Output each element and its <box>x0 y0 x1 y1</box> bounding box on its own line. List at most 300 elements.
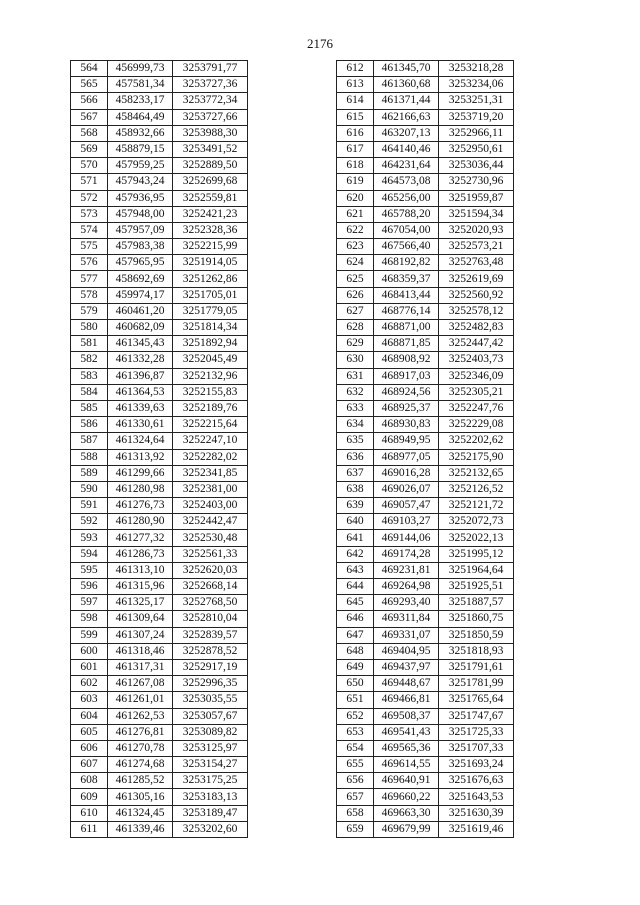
point-number-cell: 625 <box>337 271 374 287</box>
point-number-cell: 597 <box>71 595 108 611</box>
table-row <box>337 676 514 692</box>
x-coordinate-cell: 461270,78 <box>108 740 173 756</box>
x-coordinate-cell: 464231,64 <box>374 158 439 174</box>
point-number-cell: 627 <box>337 303 374 319</box>
x-coordinate-cell: 461277,32 <box>108 530 173 546</box>
y-coordinate-cell: 3252768,50 <box>173 595 248 611</box>
x-coordinate-cell: 469660,22 <box>374 789 439 805</box>
point-number-cell: 615 <box>337 109 374 125</box>
x-coordinate-cell: 468192,82 <box>374 255 439 271</box>
y-coordinate-cell: 3251892,94 <box>173 336 248 352</box>
point-number-cell: 590 <box>71 481 108 497</box>
table-row <box>71 190 248 206</box>
x-coordinate-cell: 468359,37 <box>374 271 439 287</box>
y-coordinate-cell: 3252996,35 <box>173 676 248 692</box>
point-number-cell: 591 <box>71 498 108 514</box>
y-coordinate-cell: 3251814,34 <box>173 320 248 336</box>
point-number-cell: 630 <box>337 352 374 368</box>
y-coordinate-cell: 3253057,67 <box>173 708 248 724</box>
table-row <box>337 546 514 562</box>
table-row <box>71 255 248 271</box>
y-coordinate-cell: 3252839,57 <box>173 627 248 643</box>
point-number-cell: 594 <box>71 546 108 562</box>
x-coordinate-cell: 469663,30 <box>374 805 439 821</box>
y-coordinate-cell: 3251594,34 <box>439 206 514 222</box>
x-coordinate-cell: 468924,56 <box>374 384 439 400</box>
x-coordinate-cell: 461339,63 <box>108 400 173 416</box>
point-number-cell: 607 <box>71 757 108 773</box>
table-row <box>337 174 514 190</box>
y-coordinate-cell: 3252482,83 <box>439 320 514 336</box>
table-row <box>337 773 514 789</box>
x-coordinate-cell: 458233,17 <box>108 93 173 109</box>
x-coordinate-cell: 469311,84 <box>374 611 439 627</box>
y-coordinate-cell: 3252132,65 <box>439 465 514 481</box>
x-coordinate-cell: 469448,67 <box>374 676 439 692</box>
point-number-cell: 618 <box>337 158 374 174</box>
x-coordinate-cell: 457983,38 <box>108 239 173 255</box>
table-row <box>71 222 248 238</box>
x-coordinate-cell: 468977,05 <box>374 449 439 465</box>
table-row <box>71 821 248 837</box>
y-coordinate-cell: 3251676,63 <box>439 773 514 789</box>
table-row <box>71 805 248 821</box>
table-row <box>337 433 514 449</box>
point-number-cell: 567 <box>71 109 108 125</box>
table-row <box>337 303 514 319</box>
x-coordinate-cell: 457581,34 <box>108 77 173 93</box>
point-number-cell: 609 <box>71 789 108 805</box>
y-coordinate-cell: 3253988,30 <box>173 125 248 141</box>
x-coordinate-cell: 467566,40 <box>374 239 439 255</box>
y-coordinate-cell: 3252442,47 <box>173 514 248 530</box>
y-coordinate-cell: 3252530,48 <box>173 530 248 546</box>
table-row <box>71 676 248 692</box>
y-coordinate-cell: 3252381,00 <box>173 481 248 497</box>
x-coordinate-cell: 469016,28 <box>374 465 439 481</box>
x-coordinate-cell: 469174,28 <box>374 546 439 562</box>
coordinate-table-left <box>70 60 248 838</box>
point-number-cell: 572 <box>71 190 108 206</box>
point-number-cell: 659 <box>337 821 374 837</box>
point-number-cell: 568 <box>71 125 108 141</box>
y-coordinate-cell: 3252247,76 <box>439 400 514 416</box>
y-coordinate-cell: 3252282,02 <box>173 449 248 465</box>
y-coordinate-cell: 3252121,72 <box>439 498 514 514</box>
point-number-cell: 622 <box>337 222 374 238</box>
x-coordinate-cell: 461315,96 <box>108 579 173 595</box>
y-coordinate-cell: 3252045,49 <box>173 352 248 368</box>
x-coordinate-cell: 468871,00 <box>374 320 439 336</box>
point-number-cell: 589 <box>71 465 108 481</box>
y-coordinate-cell: 3252247,10 <box>173 433 248 449</box>
y-coordinate-cell: 3253491,52 <box>173 141 248 157</box>
point-number-cell: 650 <box>337 676 374 692</box>
table-row <box>337 579 514 595</box>
table-row <box>71 611 248 627</box>
table-row <box>337 465 514 481</box>
y-coordinate-cell: 3252966,11 <box>439 125 514 141</box>
x-coordinate-cell: 457948,00 <box>108 206 173 222</box>
table-row <box>337 125 514 141</box>
x-coordinate-cell: 461345,43 <box>108 336 173 352</box>
table-row <box>71 692 248 708</box>
y-coordinate-cell: 3252730,96 <box>439 174 514 190</box>
table-row <box>71 724 248 740</box>
table-row <box>71 158 248 174</box>
point-number-cell: 585 <box>71 400 108 416</box>
y-coordinate-cell: 3252889,50 <box>173 158 248 174</box>
x-coordinate-cell: 458879,15 <box>108 141 173 157</box>
y-coordinate-cell: 3252132,96 <box>173 368 248 384</box>
y-coordinate-cell: 3252560,92 <box>439 287 514 303</box>
y-coordinate-cell: 3252403,73 <box>439 352 514 368</box>
table-row <box>337 239 514 255</box>
y-coordinate-cell: 3253218,28 <box>439 61 514 77</box>
table-row <box>71 303 248 319</box>
point-number-cell: 565 <box>71 77 108 93</box>
x-coordinate-cell: 461313,92 <box>108 449 173 465</box>
table-row <box>71 239 248 255</box>
x-coordinate-cell: 460461,20 <box>108 303 173 319</box>
point-number-cell: 583 <box>71 368 108 384</box>
x-coordinate-cell: 461285,52 <box>108 773 173 789</box>
point-number-cell: 580 <box>71 320 108 336</box>
point-number-cell: 654 <box>337 740 374 756</box>
table-row <box>337 158 514 174</box>
table-row <box>71 141 248 157</box>
x-coordinate-cell: 469231,81 <box>374 562 439 578</box>
table-row <box>71 400 248 416</box>
y-coordinate-cell: 3252763,48 <box>439 255 514 271</box>
point-number-cell: 574 <box>71 222 108 238</box>
x-coordinate-cell: 469437,97 <box>374 659 439 675</box>
y-coordinate-cell: 3252573,21 <box>439 239 514 255</box>
point-number-cell: 653 <box>337 724 374 740</box>
y-coordinate-cell: 3252447,42 <box>439 336 514 352</box>
x-coordinate-cell: 461280,98 <box>108 481 173 497</box>
point-number-cell: 587 <box>71 433 108 449</box>
table-row <box>337 498 514 514</box>
table-row <box>337 61 514 77</box>
x-coordinate-cell: 461261,01 <box>108 692 173 708</box>
x-coordinate-cell: 461309,64 <box>108 611 173 627</box>
table-row <box>71 320 248 336</box>
y-coordinate-cell: 3252668,14 <box>173 579 248 595</box>
y-coordinate-cell: 3253154,27 <box>173 757 248 773</box>
table-row <box>71 789 248 805</box>
x-coordinate-cell: 461371,44 <box>374 93 439 109</box>
point-number-cell: 621 <box>337 206 374 222</box>
y-coordinate-cell: 3251705,01 <box>173 287 248 303</box>
table-row <box>71 271 248 287</box>
y-coordinate-cell: 3253036,44 <box>439 158 514 174</box>
y-coordinate-cell: 3252346,09 <box>439 368 514 384</box>
y-coordinate-cell: 3252305,21 <box>439 384 514 400</box>
table-row <box>71 287 248 303</box>
table-row <box>337 336 514 352</box>
point-number-cell: 606 <box>71 740 108 756</box>
table-row <box>71 740 248 756</box>
table-row <box>71 417 248 433</box>
table-row <box>71 449 248 465</box>
point-number-cell: 611 <box>71 821 108 837</box>
table-row <box>337 821 514 837</box>
point-number-cell: 612 <box>337 61 374 77</box>
x-coordinate-cell: 469508,37 <box>374 708 439 724</box>
point-number-cell: 610 <box>71 805 108 821</box>
x-coordinate-cell: 460682,09 <box>108 320 173 336</box>
y-coordinate-cell: 3253727,36 <box>173 77 248 93</box>
point-number-cell: 644 <box>337 579 374 595</box>
point-number-cell: 624 <box>337 255 374 271</box>
point-number-cell: 599 <box>71 627 108 643</box>
table-row <box>337 595 514 611</box>
point-number-cell: 593 <box>71 530 108 546</box>
table-row <box>337 93 514 109</box>
point-number-cell: 633 <box>337 400 374 416</box>
x-coordinate-cell: 457957,09 <box>108 222 173 238</box>
y-coordinate-cell: 3251959,87 <box>439 190 514 206</box>
point-number-cell: 629 <box>337 336 374 352</box>
point-number-cell: 573 <box>71 206 108 222</box>
y-coordinate-cell: 3252699,68 <box>173 174 248 190</box>
table-row <box>337 449 514 465</box>
point-number-cell: 577 <box>71 271 108 287</box>
table-row <box>337 481 514 497</box>
point-number-cell: 579 <box>71 303 108 319</box>
point-number-cell: 648 <box>337 643 374 659</box>
y-coordinate-cell: 3251619,46 <box>439 821 514 837</box>
table-row <box>337 757 514 773</box>
y-coordinate-cell: 3253125,97 <box>173 740 248 756</box>
coordinate-table-right <box>336 60 514 838</box>
table-row <box>71 643 248 659</box>
x-coordinate-cell: 458932,66 <box>108 125 173 141</box>
x-coordinate-cell: 461318,46 <box>108 643 173 659</box>
point-number-cell: 569 <box>71 141 108 157</box>
y-coordinate-cell: 3251791,61 <box>439 659 514 675</box>
x-coordinate-cell: 461330,61 <box>108 417 173 433</box>
y-coordinate-cell: 3253175,25 <box>173 773 248 789</box>
y-coordinate-cell: 3251914,05 <box>173 255 248 271</box>
point-number-cell: 649 <box>337 659 374 675</box>
point-number-cell: 652 <box>337 708 374 724</box>
x-coordinate-cell: 464140,46 <box>374 141 439 157</box>
point-number-cell: 631 <box>337 368 374 384</box>
table-row <box>71 433 248 449</box>
y-coordinate-cell: 3253772,34 <box>173 93 248 109</box>
point-number-cell: 604 <box>71 708 108 724</box>
table-row <box>337 724 514 740</box>
table-row <box>337 627 514 643</box>
y-coordinate-cell: 3252878,52 <box>173 643 248 659</box>
x-coordinate-cell: 461305,16 <box>108 789 173 805</box>
y-coordinate-cell: 3252022,13 <box>439 530 514 546</box>
table-row <box>71 125 248 141</box>
table-row <box>337 206 514 222</box>
x-coordinate-cell: 461339,46 <box>108 821 173 837</box>
y-coordinate-cell: 3251781,99 <box>439 676 514 692</box>
x-coordinate-cell: 468908,92 <box>374 352 439 368</box>
y-coordinate-cell: 3252328,36 <box>173 222 248 238</box>
point-number-cell: 588 <box>71 449 108 465</box>
x-coordinate-cell: 469026,07 <box>374 481 439 497</box>
x-coordinate-cell: 468871,85 <box>374 336 439 352</box>
table-row <box>337 368 514 384</box>
table-row <box>71 530 248 546</box>
x-coordinate-cell: 461276,81 <box>108 724 173 740</box>
table-row <box>71 77 248 93</box>
y-coordinate-cell: 3251707,33 <box>439 740 514 756</box>
point-number-cell: 592 <box>71 514 108 530</box>
table-row <box>71 109 248 125</box>
table-row <box>337 692 514 708</box>
point-number-cell: 655 <box>337 757 374 773</box>
x-coordinate-cell: 461262,53 <box>108 708 173 724</box>
y-coordinate-cell: 3251925,51 <box>439 579 514 595</box>
point-number-cell: 570 <box>71 158 108 174</box>
y-coordinate-cell: 3252403,00 <box>173 498 248 514</box>
y-coordinate-cell: 3252072,73 <box>439 514 514 530</box>
x-coordinate-cell: 456999,73 <box>108 61 173 77</box>
point-number-cell: 601 <box>71 659 108 675</box>
point-number-cell: 608 <box>71 773 108 789</box>
point-number-cell: 656 <box>337 773 374 789</box>
x-coordinate-cell: 469103,27 <box>374 514 439 530</box>
point-number-cell: 647 <box>337 627 374 643</box>
table-row <box>337 287 514 303</box>
x-coordinate-cell: 461324,45 <box>108 805 173 821</box>
table-row <box>71 93 248 109</box>
x-coordinate-cell: 469466,81 <box>374 692 439 708</box>
table-row <box>337 271 514 287</box>
table-row <box>337 320 514 336</box>
y-coordinate-cell: 3251725,33 <box>439 724 514 740</box>
x-coordinate-cell: 469331,07 <box>374 627 439 643</box>
x-coordinate-cell: 461325,17 <box>108 595 173 611</box>
point-number-cell: 603 <box>71 692 108 708</box>
point-number-cell: 636 <box>337 449 374 465</box>
point-number-cell: 613 <box>337 77 374 93</box>
y-coordinate-cell: 3253251,31 <box>439 93 514 109</box>
point-number-cell: 596 <box>71 579 108 595</box>
point-number-cell: 628 <box>337 320 374 336</box>
y-coordinate-cell: 3252950,61 <box>439 141 514 157</box>
x-coordinate-cell: 469404,95 <box>374 643 439 659</box>
x-coordinate-cell: 461324,64 <box>108 433 173 449</box>
y-coordinate-cell: 3251693,24 <box>439 757 514 773</box>
table-row <box>71 708 248 724</box>
x-coordinate-cell: 468930,83 <box>374 417 439 433</box>
table-row <box>71 206 248 222</box>
y-coordinate-cell: 3251747,67 <box>439 708 514 724</box>
table-row <box>337 141 514 157</box>
x-coordinate-cell: 465256,00 <box>374 190 439 206</box>
y-coordinate-cell: 3251818,93 <box>439 643 514 659</box>
y-coordinate-cell: 3251887,57 <box>439 595 514 611</box>
x-coordinate-cell: 469293,40 <box>374 595 439 611</box>
x-coordinate-cell: 457959,25 <box>108 158 173 174</box>
table-row <box>71 352 248 368</box>
point-number-cell: 651 <box>337 692 374 708</box>
point-number-cell: 595 <box>71 562 108 578</box>
y-coordinate-cell: 3252229,08 <box>439 417 514 433</box>
table-row <box>71 627 248 643</box>
y-coordinate-cell: 3251964,64 <box>439 562 514 578</box>
x-coordinate-cell: 461313,10 <box>108 562 173 578</box>
x-coordinate-cell: 469264,98 <box>374 579 439 595</box>
point-number-cell: 643 <box>337 562 374 578</box>
y-coordinate-cell: 3251262,86 <box>173 271 248 287</box>
x-coordinate-cell: 461299,66 <box>108 465 173 481</box>
table-row <box>337 222 514 238</box>
y-coordinate-cell: 3251850,59 <box>439 627 514 643</box>
point-number-cell: 566 <box>71 93 108 109</box>
point-number-cell: 614 <box>337 93 374 109</box>
x-coordinate-cell: 468925,37 <box>374 400 439 416</box>
table-row <box>337 255 514 271</box>
point-number-cell: 576 <box>71 255 108 271</box>
point-number-cell: 641 <box>337 530 374 546</box>
x-coordinate-cell: 461286,73 <box>108 546 173 562</box>
x-coordinate-cell: 468949,95 <box>374 433 439 449</box>
x-coordinate-cell: 461280,90 <box>108 514 173 530</box>
y-coordinate-cell: 3251860,75 <box>439 611 514 627</box>
y-coordinate-cell: 3251995,12 <box>439 546 514 562</box>
y-coordinate-cell: 3252619,69 <box>439 271 514 287</box>
table-row <box>337 190 514 206</box>
x-coordinate-cell: 459974,17 <box>108 287 173 303</box>
x-coordinate-cell: 469640,91 <box>374 773 439 789</box>
x-coordinate-cell: 461396,87 <box>108 368 173 384</box>
y-coordinate-cell: 3253202,60 <box>173 821 248 837</box>
x-coordinate-cell: 458692,69 <box>108 271 173 287</box>
y-coordinate-cell: 3251779,05 <box>173 303 248 319</box>
point-number-cell: 602 <box>71 676 108 692</box>
point-number-cell: 646 <box>337 611 374 627</box>
table-row <box>71 481 248 497</box>
y-coordinate-cell: 3253035,55 <box>173 692 248 708</box>
table-row <box>337 611 514 627</box>
y-coordinate-cell: 3252215,64 <box>173 417 248 433</box>
x-coordinate-cell: 468776,14 <box>374 303 439 319</box>
x-coordinate-cell: 469541,43 <box>374 724 439 740</box>
point-number-cell: 635 <box>337 433 374 449</box>
table-row <box>71 61 248 77</box>
table-row <box>337 562 514 578</box>
x-coordinate-cell: 464573,08 <box>374 174 439 190</box>
table-row <box>337 789 514 805</box>
y-coordinate-cell: 3252421,23 <box>173 206 248 222</box>
point-number-cell: 658 <box>337 805 374 821</box>
x-coordinate-cell: 469144,06 <box>374 530 439 546</box>
table-row <box>71 562 248 578</box>
y-coordinate-cell: 3252810,04 <box>173 611 248 627</box>
x-coordinate-cell: 461364,53 <box>108 384 173 400</box>
x-coordinate-cell: 469679,99 <box>374 821 439 837</box>
table-row <box>337 384 514 400</box>
point-number-cell: 637 <box>337 465 374 481</box>
point-number-cell: 598 <box>71 611 108 627</box>
y-coordinate-cell: 3252175,90 <box>439 449 514 465</box>
page-number: 2176 <box>307 36 333 51</box>
x-coordinate-cell: 461307,24 <box>108 627 173 643</box>
y-coordinate-cell: 3252155,83 <box>173 384 248 400</box>
y-coordinate-cell: 3253719,20 <box>439 109 514 125</box>
table-row <box>337 400 514 416</box>
table-row <box>71 773 248 789</box>
